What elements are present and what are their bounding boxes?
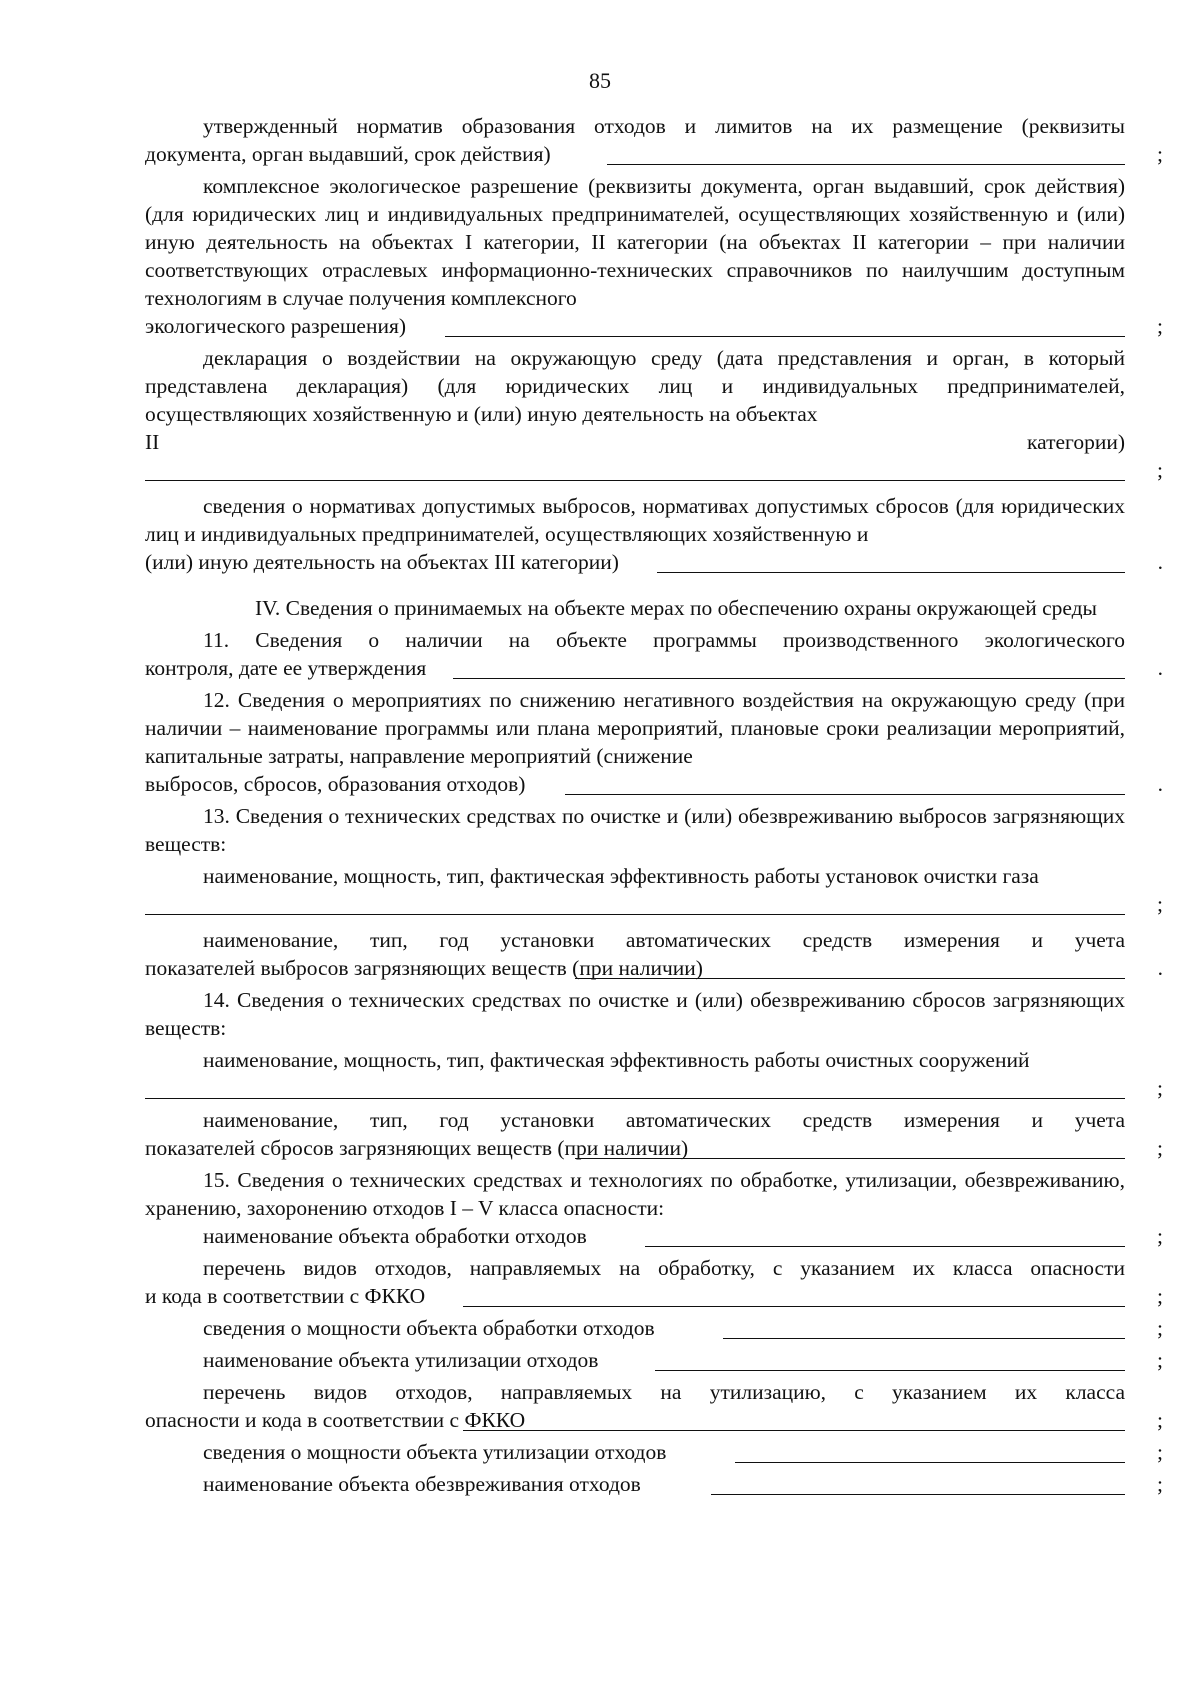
processing-list-line1: перечень видов отходов, направляемых на обработку, с указанием их класса опасности [203, 1256, 1125, 1280]
utilization-capacity-row [145, 1438, 1163, 1466]
processing-capacity-field[interactable] [723, 1338, 1125, 1339]
gas-cleaning-field[interactable] [145, 914, 1125, 915]
norms-field-row [145, 548, 1163, 576]
auto-discharge-label: показателей сбросов загрязняющих веществ (при наличии) [145, 1136, 689, 1160]
processing-capacity-semicolon: ; [1157, 1316, 1163, 1340]
declaration-semicolon: ; [1157, 458, 1163, 482]
treatment-facilities-paragraph: наименование, мощность, тип, фактическая эффективность работы очистных сооружений [203, 1048, 1030, 1072]
declaration-category-word: категории) [1027, 430, 1125, 454]
processing-name-row [145, 1222, 1163, 1250]
treatment-facilities-field-row [145, 1074, 1163, 1102]
gas-cleaning-semicolon: ; [1157, 892, 1163, 916]
item-11-field-row [145, 654, 1163, 682]
neutralization-name-field[interactable] [711, 1494, 1125, 1495]
utilization-list-line1: перечень видов отходов, направляемых на утилизацию, с указанием их класса [203, 1380, 1125, 1404]
auto-emission-label: показателей выбросов загрязняющих веществ (при наличии) [145, 956, 703, 980]
norm-waste-semicolon: ; [1157, 142, 1163, 166]
processing-list-semicolon: ; [1157, 1284, 1163, 1308]
document-body [145, 112, 1163, 1498]
auto-emission-period: . [1157, 956, 1163, 980]
processing-list-row [145, 1282, 1163, 1310]
item-11-period: . [1157, 656, 1163, 680]
auto-emission-line1: наименование, тип, год установки автоматических средств измерения и учета [203, 928, 1125, 952]
gas-cleaning-paragraph: наименование, мощность, тип, фактическая эффективность работы установок очистки газа [203, 864, 1039, 888]
auto-discharge-semicolon: ; [1157, 1136, 1163, 1160]
norm-waste-field-row [145, 140, 1163, 168]
item-12-period: . [1157, 772, 1163, 796]
norm-waste-line1: утвержденный норматив образования отходов и лимитов на их размещение (реквизиты [203, 114, 1125, 138]
utilization-list-label: опасности и кода в соответствии с ФККО [145, 1408, 526, 1432]
utilization-capacity-semicolon: ; [1157, 1440, 1163, 1464]
processing-name-field[interactable] [645, 1246, 1125, 1247]
declaration-paragraph: декларация о воздействии на окружающую среду (дата представления и орган, в который представлена декларация) (для юридических лиц и индивидуальных предпринимателей, осуществляющих хозяйственную и (или) иную деятельность на объектах [145, 346, 1125, 426]
norm-waste-field[interactable] [607, 164, 1125, 165]
processing-name-label: наименование объекта обработки отходов [203, 1224, 587, 1248]
auto-discharge-field-row [145, 1134, 1163, 1162]
item-15-paragraph: 15. Сведения о технических средствах и технологиях по обработке, утилизации, обезвреживанию, хранению, захоронению отходов I – V класса опасности: [145, 1168, 1125, 1220]
treatment-facilities-semicolon: ; [1157, 1076, 1163, 1100]
norms-paragraph: сведения о нормативах допустимых выбросов, нормативах допустимых сбросов (для юридических лиц и индивидуальных предпринимателей, осуществляющих хозяйственную и [145, 494, 1125, 546]
utilization-list-semicolon: ; [1157, 1408, 1163, 1432]
kep-paragraph: комплексное экологическое разрешение (реквизиты документа, орган выдавший, срок действия) (для юридических лиц и индивидуальных предпринимателей, осуществляющих хозяйственную и (или) иную деятельность на объектах I категории, II категории (на объектах II категории – при наличии соответствующих отраслевых информационно-технических справочников по наилучшим доступным технологиям в случае получения комплексного [145, 174, 1125, 310]
kep-semicolon: ; [1157, 314, 1163, 338]
utilization-name-label: наименование объекта утилизации отходов [203, 1348, 599, 1372]
section-iv-heading: IV. Сведения о принимаемых на объекте мерах по обеспечению охраны окружающей среды [255, 596, 1098, 620]
norms-field[interactable] [657, 572, 1125, 573]
norm-waste-label: документа, орган выдавший, срок действия) [145, 142, 551, 166]
declaration-category-ii: II [145, 430, 160, 454]
item-12-field-row [145, 770, 1163, 798]
neutralization-name-row [145, 1470, 1163, 1498]
item-11-field[interactable] [453, 678, 1125, 679]
item-12-label: выбросов, сбросов, образования отходов) [145, 772, 526, 796]
processing-capacity-label: сведения о мощности объекта обработки отходов [203, 1316, 655, 1340]
utilization-name-row [145, 1346, 1163, 1374]
processing-name-semicolon: ; [1157, 1224, 1163, 1248]
declaration-field[interactable] [145, 480, 1125, 481]
utilization-name-semicolon: ; [1157, 1348, 1163, 1372]
neutralization-name-label: наименование объекта обезвреживания отходов [203, 1472, 641, 1496]
auto-emission-field-row [145, 954, 1163, 982]
utilization-name-field[interactable] [655, 1370, 1125, 1371]
item-11-line1: 11. Сведения о наличии на объекте программы производственного экологического [203, 628, 1125, 652]
utilization-list-field[interactable] [463, 1430, 1125, 1431]
kep-label: экологического разрешения) [145, 314, 407, 338]
auto-emission-field[interactable] [575, 978, 1125, 979]
declaration-category-row [145, 428, 1125, 456]
treatment-facilities-field[interactable] [145, 1098, 1125, 1099]
utilization-capacity-field[interactable] [735, 1462, 1125, 1463]
item-11-label: контроля, дате ее утверждения [145, 656, 427, 680]
kep-field-row [145, 312, 1163, 340]
declaration-field-row [145, 456, 1163, 484]
gas-cleaning-field-row [145, 890, 1163, 918]
item-12-paragraph: 12. Сведения о мероприятиях по снижению негативного воздействия на окружающую среду (при наличии – наименование программы или плана мероприятий, плановые сроки реализации мероприятий, капитальные затраты, направление мероприятий (снижение [145, 688, 1125, 768]
processing-list-field[interactable] [463, 1306, 1125, 1307]
utilization-list-row [145, 1406, 1163, 1434]
norms-period: . [1157, 550, 1163, 574]
auto-discharge-field[interactable] [575, 1158, 1125, 1159]
utilization-capacity-label: сведения о мощности объекта утилизации отходов [203, 1440, 667, 1464]
item-13-paragraph: 13. Сведения о технических средствах по очистке и (или) обезвреживанию выбросов загрязняющих веществ: [145, 804, 1125, 856]
kep-field[interactable] [445, 336, 1125, 337]
processing-capacity-row [145, 1314, 1163, 1342]
norms-label: (или) иную деятельность на объектах III категории) [145, 550, 619, 574]
item-14-paragraph: 14. Сведения о технических средствах по очистке и (или) обезвреживанию сбросов загрязняющих веществ: [145, 988, 1125, 1040]
item-12-field[interactable] [565, 794, 1125, 795]
neutralization-name-semicolon: ; [1157, 1472, 1163, 1496]
auto-discharge-line1: наименование, тип, год установки автоматических средств измерения и учета [203, 1108, 1125, 1132]
page-number: 85 [589, 68, 611, 93]
processing-list-label: и кода в соответствии с ФККО [145, 1284, 426, 1308]
